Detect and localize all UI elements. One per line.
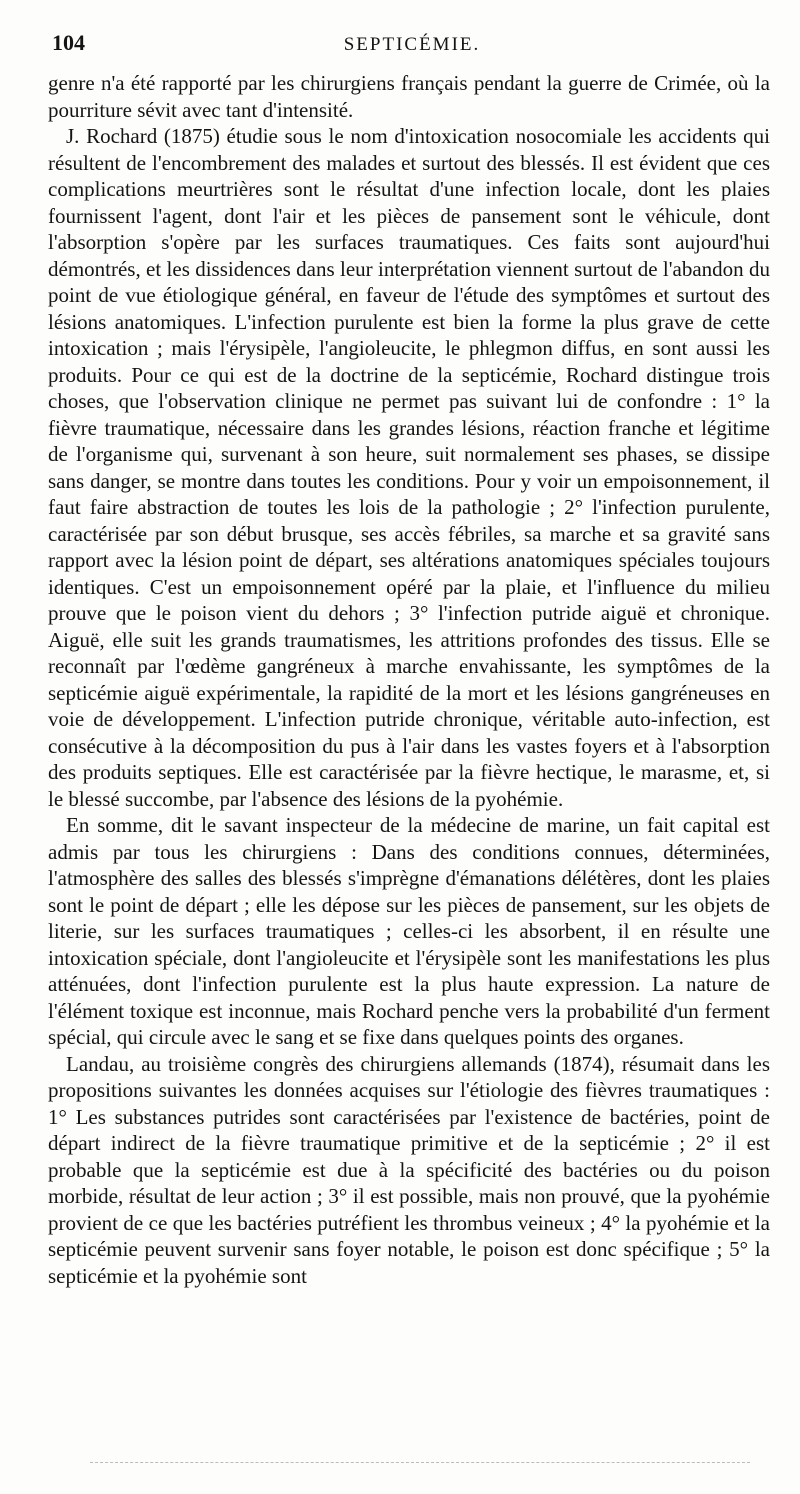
- bottom-scan-mark: [90, 1462, 750, 1463]
- running-title: SEPTICÉMIE.: [343, 34, 481, 55]
- paragraph-rochard: J. Rochard (1875) étudie sous le nom d'intoxication nosocomiale les accidents qui résultent de l'encombrement des malades et surtout des blessés. Il est évident que ces complications meurtrières sont le résultat d'une infection locale, dont les plaies fournissent l'agent, dont l'air et les pièces de pansement sont le véhicule, dont l'absorption s'opère par les surfaces traumatiques. Ces faits sont aujourd'hui démontrés, et les dissidences dans leur interprétation viennent surtout de l'abandon du point de vue étiologique général, en faveur de l'étude des symptômes et surtout des lésions anatomiques. L'infection purulente est bien la forme la plus grave de cette intoxication ; mais l'érysipèle, l'angioleucite, le phlegmon diffus, en sont aussi les produits. Pour ce qui est de la doctrine de la septicémie, Rochard distingue trois choses, que l'observation clinique ne permet pas suivant lui de confondre : 1° la fièvre traumatique, nécessaire dans les grandes lésions, réaction franche et légitime de l'organisme qui, survenant à son heure, suit normalement ses phases, se dissipe sans danger, se montre dans toutes les conditions. Pour y voir un empoisonnement, il faut faire abstraction de toutes les lois de la pathologie ; 2° l'infection purulente, caractérisée par son début brusque, ses accès fébriles, sa marche et sa gravité sans rapport avec la lésion point de départ, ses altérations anatomiques spéciales toujours identiques. C'est un empoisonnement opéré par la plaie, et l'influence du milieu prouve que le poison vient du dehors ; 3° l'infection putride aiguë et chronique. Aiguë, elle suit les grands traumatismes, les attritions profondes des tissus. Elle se reconnaît par l'œdème gangréneux à marche envahissante, les symptômes de la septicémie aiguë expérimentale, la rapidité de la mort et les lésions gangréneuses en voie de développement. L'infection putride chronique, véritable auto-infection, est consécutive à la décomposition du pus à l'air dans les vastes foyers et à l'absorption des produits septiques. Elle est caractérisée par la fièvre hectique, le marasme, et, si le blessé succombe, par l'absence des lésions de la pyohémie.: [48, 124, 770, 811]
- paragraph-en-somme: En somme, dit le savant inspecteur de la médecine de marine, un fait capital est admis par tous les chirurgiens : Dans des conditions connues, déterminées, l'atmosphère des salles des blessés s'imprègne d'émanations délétères, dont les plaies sont le point de départ ; elle les dépose sur les pièces de pansement, sur les objets de literie, sur les surfaces traumatiques ; celles-ci les absorbent, il en résulte une intoxication spéciale, dont l'angioleucite et l'érysipèle sont les manifestations les plus atténuées, dont l'infection purulente est la plus haute expression. La nature de l'élément toxique est inconnue, mais Rochard penche vers la probabilité d'un ferment spécial, qui circule avec le sang et se fixe dans quelques points des organes.: [48, 813, 770, 1049]
- paragraph-landau: Landau, au troisième congrès des chirurgiens allemands (1874), résumait dans les propositions suivantes les données acquises sur l'étiologie des fièvres traumatiques : 1° Les substances putrides sont caractérisées par l'existence de bactéries, point de départ indirect de la fièvre traumatique primitive et de la septicémie ; 2° il est probable que la septicémie est due à la spécificité des bactéries ou du poison morbide, résultat de leur action ; 3° il est possible, mais non prouvé, que la pyohémie provient de ce que les bactéries putréfient les thrombus veineux ; 4° la pyohémie et la septicémie peuvent survenir sans foyer notable, le poison est donc spécifique ; 5° la septicémie et la pyohémie sont: [48, 1051, 770, 1288]
- paragraph-continuation: genre n'a été rapporté par les chirurgiens français pendant la guerre de Crimée, où la pourriture sévit avec tant d'intensité.: [48, 71, 770, 122]
- page-number: 104: [52, 30, 85, 55]
- page-header: [52, 30, 772, 60]
- body-text: [48, 70, 770, 1289]
